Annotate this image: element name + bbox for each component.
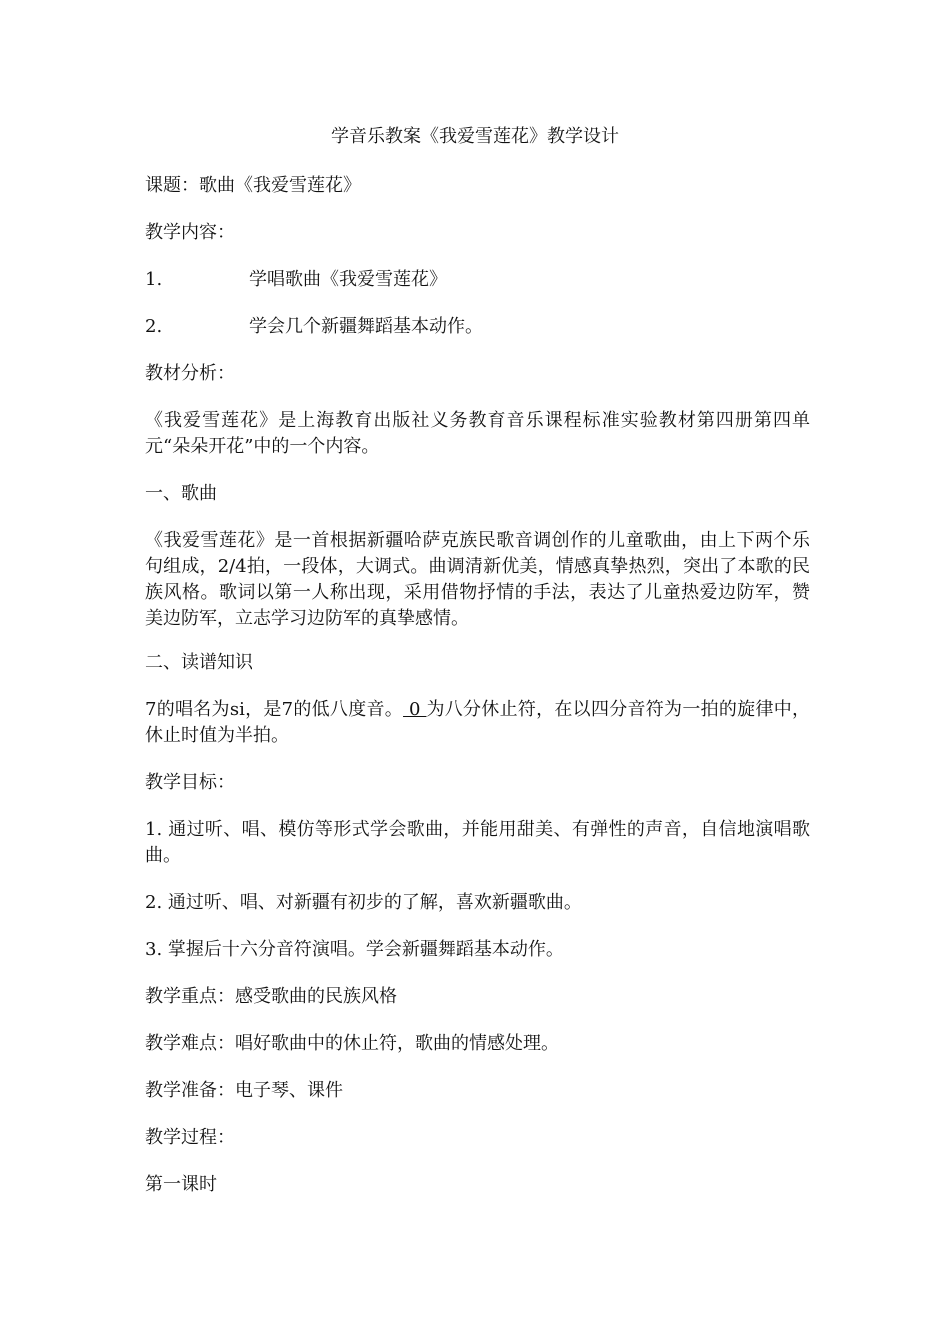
notation-text-a: 7的唱名为si，是7的低八度音。 [145,699,404,720]
content-item-1-number: 1. [145,269,163,290]
goal-item-3: 3. 掌握后十六分音符演唱。学会新疆舞蹈基本动作。 [145,939,564,960]
content-item-2 [145,314,810,340]
analysis-paragraph: 《我爱雪莲花》是上海教育出版社义务教育音乐课程标准实验教材第四册第四单元“朵朵开花”中的一个内容。 [145,410,810,457]
rest-symbol: 0 [403,699,427,720]
document-title: 学音乐教案《我爱雪莲花》教学设计 [331,126,619,147]
content-heading: 教学内容： [145,222,235,243]
content-item-1 [145,267,810,293]
notation-paragraph [145,697,810,749]
process-heading: 教学过程： [145,1127,235,1148]
goals-heading: 教学目标： [145,772,235,793]
preparation-line: 教学准备：电子琴、课件 [145,1080,343,1101]
notation-heading: 二、读谱知识 [145,652,253,673]
content-item-2-number: 2. [145,316,163,337]
difficulty-line: 教学难点：唱好歌曲中的休止符，歌曲的情感处理。 [145,1033,559,1054]
song-paragraph: 《我爱雪莲花》是一首根据新疆哈萨克族民歌音调创作的儿童歌曲，由上下两个乐句组成，2/4拍，一段体，大调式。曲调清新优美，情感真挚热烈，突出了本歌的民族风格。歌词以第一人称出现，采用借物抒情的手法，表达了儿童热爱边防军，赞美边防军，立志学习边防军的真挚感情。 [145,530,810,629]
content-item-2-text: 学会几个新疆舞蹈基本动作。 [249,316,483,337]
analysis-heading: 教材分析： [145,363,235,384]
notation-text-b: 为八分休止符，在以四分音符为一拍的旋律中，休止时值为半拍。 [145,699,810,746]
song-heading: 一、歌曲 [145,483,217,504]
goal-item-1: 1. 通过听、唱、模仿等形式学会歌曲，并能用甜美、有弹性的声音，自信地演唱歌曲。 [145,819,810,866]
lesson-one-heading: 第一课时 [145,1174,217,1195]
topic-line: 课题：歌曲《我爱雪莲花》 [145,175,361,196]
goal-item-2: 2. 通过听、唱、对新疆有初步的了解，喜欢新疆歌曲。 [145,892,582,913]
focus-line: 教学重点：感受歌曲的民族风格 [145,986,397,1007]
content-item-1-text: 学唱歌曲《我爱雪莲花》 [249,269,447,290]
